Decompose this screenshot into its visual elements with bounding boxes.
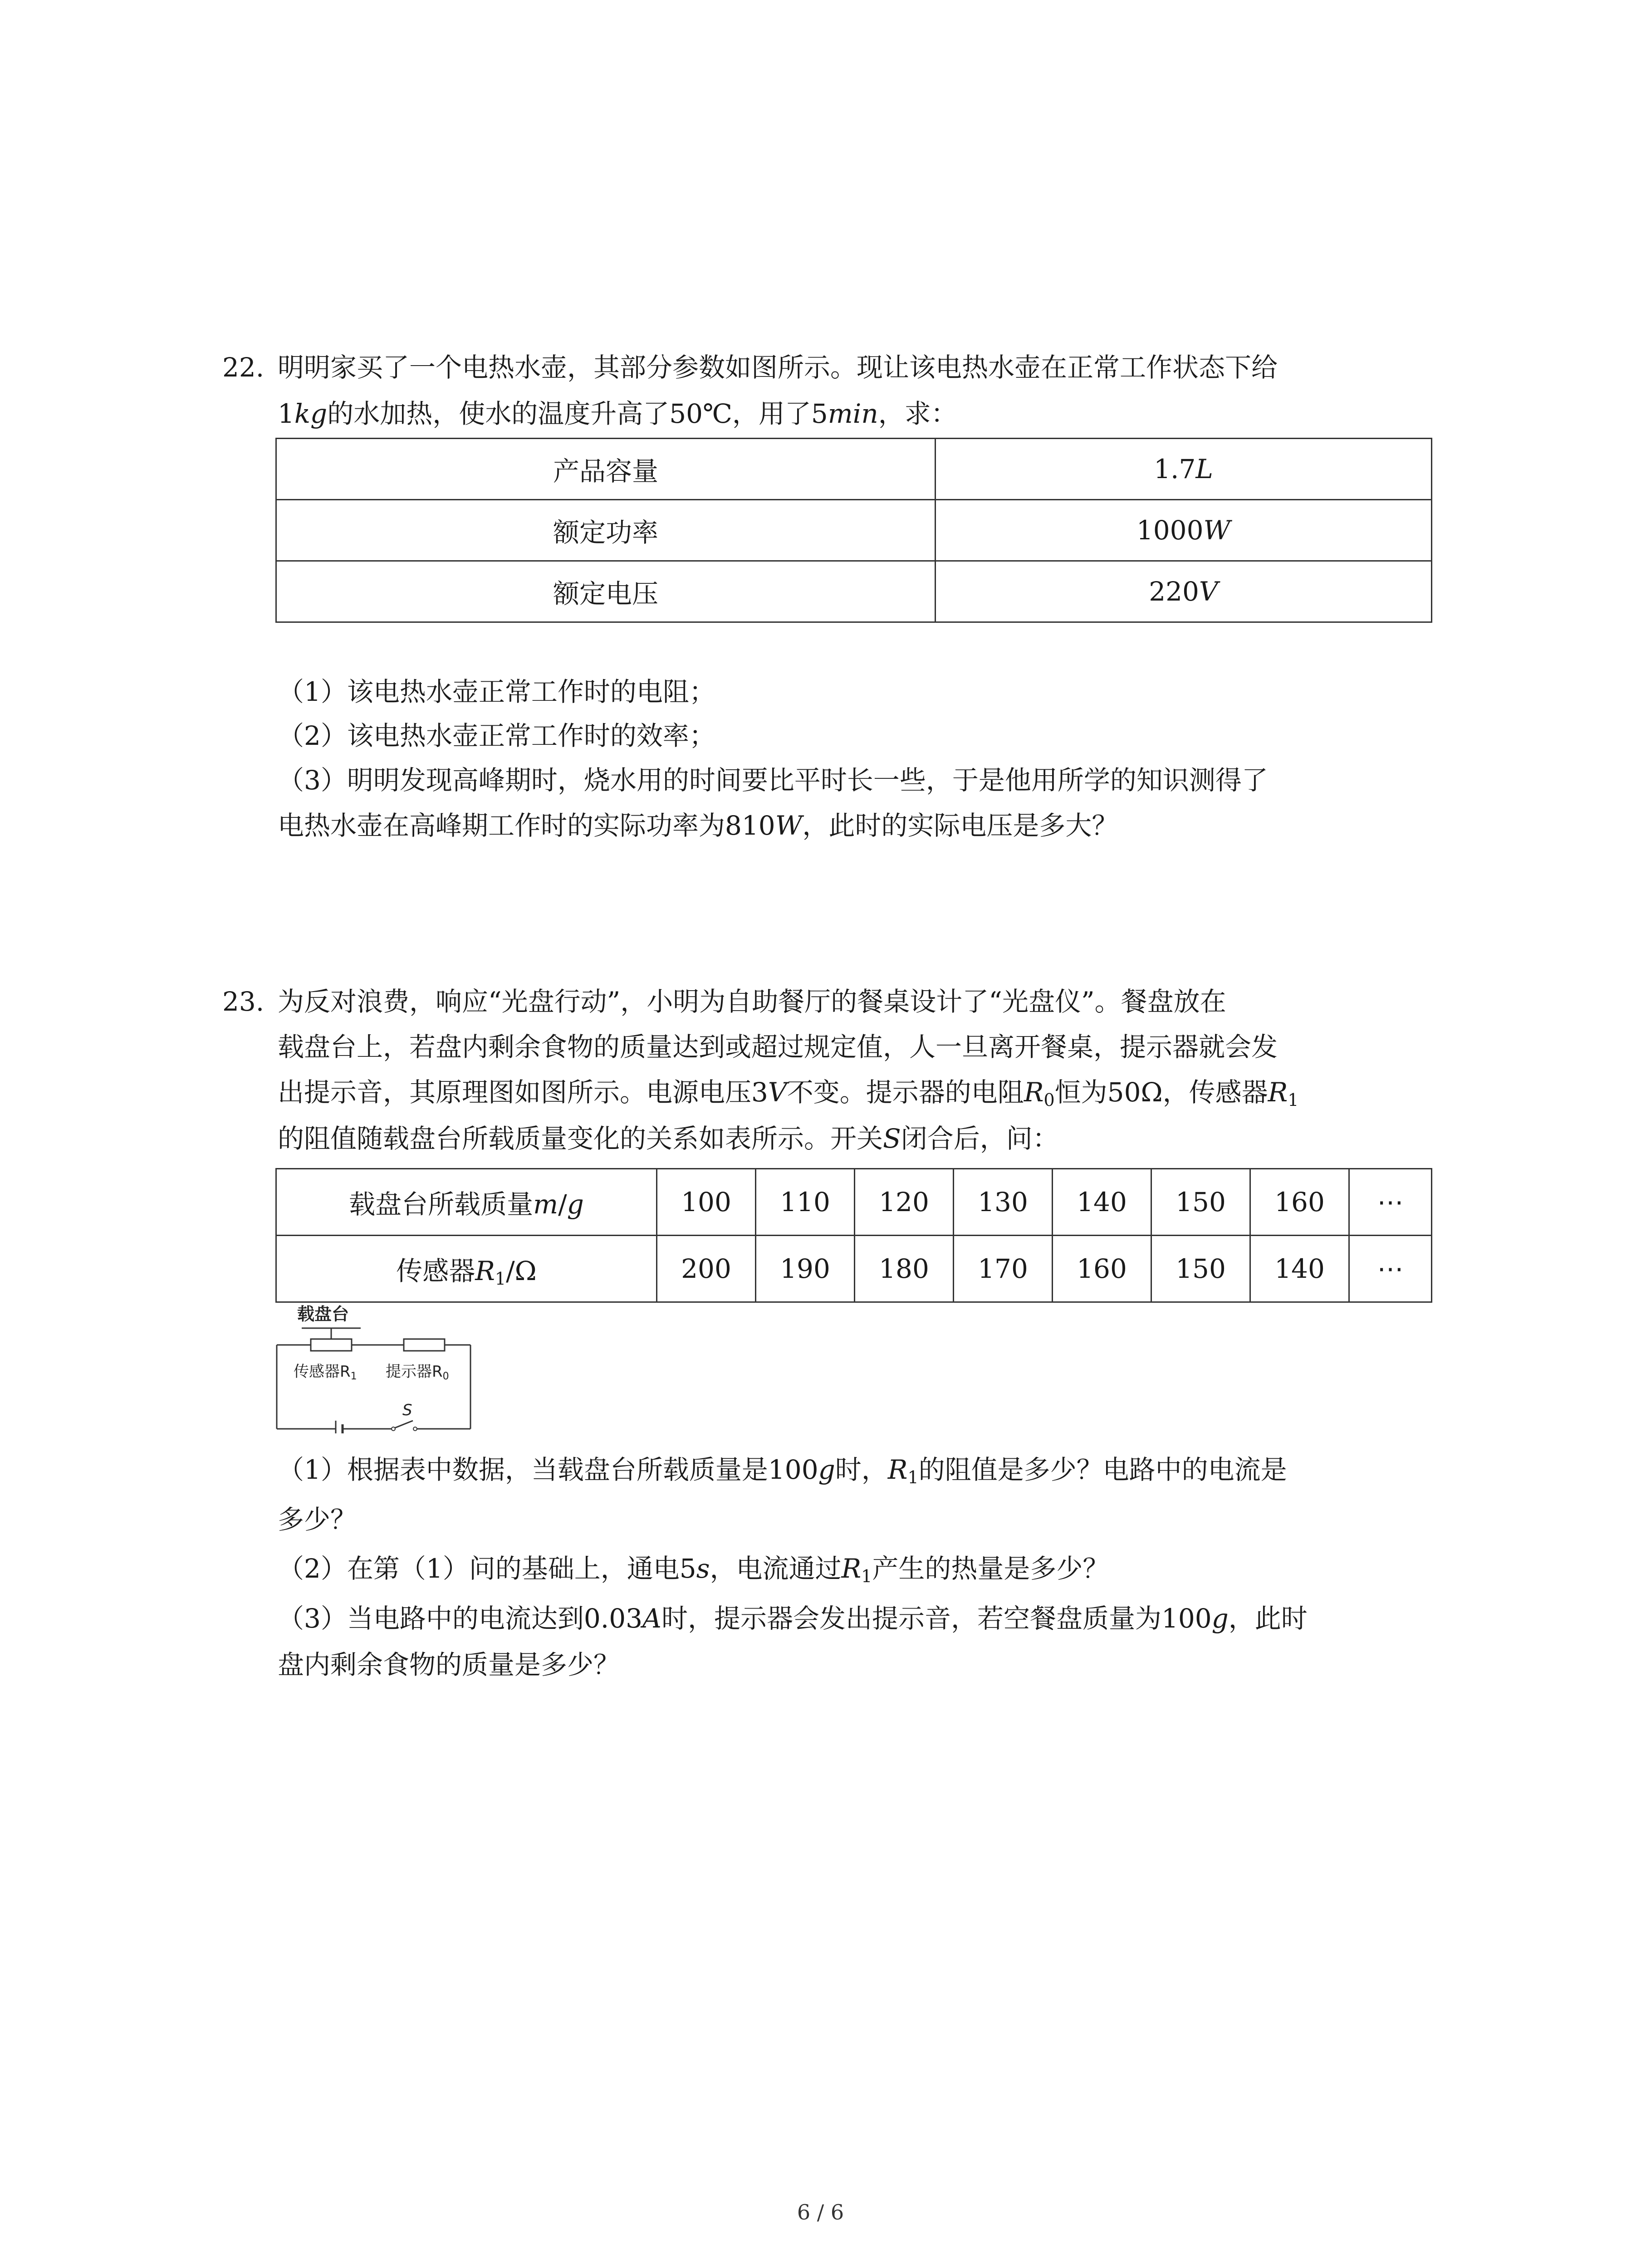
question-23-number: 23. bbox=[222, 986, 265, 1017]
question-22-sub2: （2）该电热水壶正常工作时的效率； bbox=[278, 720, 715, 751]
page-number: 6 / 6 bbox=[797, 2200, 844, 2224]
question-23-stem-line2: 载盘台上，若盘内剩余食物的质量达到或超过规定值，人一旦离开餐桌，提示器就会发 bbox=[278, 1031, 1278, 1062]
table-row bbox=[276, 561, 1432, 622]
resistance-cell: 180 bbox=[855, 1236, 954, 1302]
mass-cell: 120 bbox=[855, 1169, 954, 1236]
question-23-sub2: （2）在第（1）问的基础上，通电5s，电流通过$R_1$产生的热量是多少？ bbox=[278, 1553, 1109, 1586]
question-22-sub3-line2: 电热水壶在高峰期工作时的实际功率为810W，此时的实际电压是多大？ bbox=[278, 810, 1118, 841]
mass-cell: 150 bbox=[1151, 1169, 1250, 1236]
resistance-cell: 200 bbox=[657, 1236, 756, 1302]
mass-cell: 130 bbox=[954, 1169, 1053, 1236]
question-23-sub1-line2: 多少？ bbox=[278, 1504, 357, 1535]
resistance-cell: 170 bbox=[954, 1236, 1053, 1302]
mass-cell: 100 bbox=[657, 1169, 756, 1236]
resistance-cell: 160 bbox=[1053, 1236, 1151, 1302]
question-22-stem-line1: 明明家买了一个电热水壶，其部分参数如图所示。现让该电热水壶在正常工作状态下给 bbox=[278, 352, 1278, 383]
mass-cell: 140 bbox=[1053, 1169, 1151, 1236]
switch-contact-right bbox=[413, 1427, 417, 1431]
question-22-number: 22. bbox=[222, 352, 265, 383]
q22-parameter-table bbox=[275, 438, 1432, 623]
param-value: 220V bbox=[936, 561, 1432, 622]
question-22-sub1: （1）该电热水壶正常工作时的电阻； bbox=[278, 676, 715, 707]
prompter-label: 提示器R0 bbox=[386, 1363, 449, 1382]
question-23-stem-line3: 出提示音，其原理图如图所示。电源电压3V不变。提示器的电阻$R_0$恒为50Ω，传感器$R_1$ bbox=[278, 1077, 1299, 1110]
resistance-cell: 190 bbox=[756, 1236, 855, 1302]
param-value: 1000W bbox=[936, 500, 1432, 561]
mass-cell: 160 bbox=[1250, 1169, 1349, 1236]
question-23-stem-line1: 为反对浪费，响应“光盘行动”，小明为自助餐厅的餐桌设计了“光盘仪”。餐盘放在 bbox=[278, 986, 1226, 1017]
table-row bbox=[276, 1236, 1432, 1302]
resistance-cell: ⋯ bbox=[1349, 1236, 1432, 1302]
q23-data-table bbox=[275, 1168, 1432, 1303]
mass-header: 载盘台所载质量m/g bbox=[276, 1169, 657, 1236]
param-label: 产品容量 bbox=[276, 439, 936, 500]
resistance-cell: 150 bbox=[1151, 1236, 1250, 1302]
param-label: 额定功率 bbox=[276, 500, 936, 561]
resistance-header: 传感器$R_1/\Omega$ bbox=[276, 1236, 657, 1302]
mass-cell: ⋯ bbox=[1349, 1169, 1432, 1236]
switch-lever-icon bbox=[395, 1421, 413, 1428]
question-23-sub3-line1: （3）当电路中的电流达到0.03A时，提示器会发出提示音，若空餐盘质量为100g，此时 bbox=[278, 1603, 1308, 1634]
prompter-resistor-icon bbox=[404, 1339, 445, 1351]
param-label: 额定电压 bbox=[276, 561, 936, 622]
question-23-sub1-line1: （1）根据表中数据，当载盘台所载质量是100g时，$R_1$的阻值是多少？电路中的电流是 bbox=[278, 1454, 1287, 1487]
sensor-label: 传感器R1 bbox=[294, 1363, 357, 1382]
table-row bbox=[276, 439, 1432, 500]
circuit-diagram bbox=[274, 1302, 474, 1433]
sensor-resistor-icon bbox=[311, 1339, 352, 1351]
table-row bbox=[276, 1169, 1432, 1236]
question-22-sub3-line1: （3）明明发现高峰期时，烧水用的时间要比平时长一些，于是他用所学的知识测得了 bbox=[278, 765, 1268, 796]
resistance-cell: 140 bbox=[1250, 1236, 1349, 1302]
question-22-stem-line2: 1kg的水加热，使水的温度升高了50℃，用了5min，求： bbox=[278, 398, 957, 429]
param-value: 1.7L bbox=[936, 439, 1432, 500]
question-23-sub3-line2: 盘内剩余食物的质量是多少？ bbox=[278, 1649, 620, 1680]
question-23-stem-line4: 的阻值随载盘台所载质量变化的关系如表所示。开关S闭合后，问： bbox=[278, 1123, 1059, 1154]
switch-label: S bbox=[402, 1401, 412, 1419]
table-row bbox=[276, 500, 1432, 561]
mass-cell: 110 bbox=[756, 1169, 855, 1236]
platform-label: 载盘台 bbox=[297, 1304, 349, 1324]
